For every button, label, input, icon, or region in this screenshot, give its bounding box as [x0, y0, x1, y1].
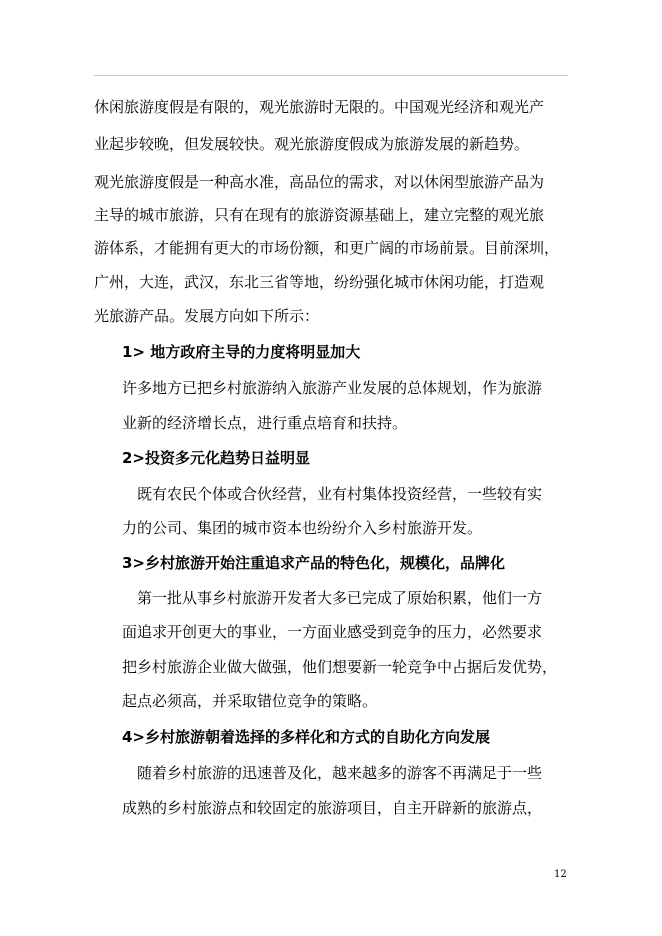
- text-line: 许多地方已把乡村旅游纳入旅游产业发展的总体规划，作为旅游: [122, 379, 543, 397]
- text-line: 成熟的乡村旅游点和较固定的旅游项目，自主开辟新的旅游点，: [122, 799, 543, 817]
- text-line: 起点必须高，并采取错位竞争的策略。: [122, 692, 378, 710]
- text-line: 业起步较晚，但发展较快。观光旅游度假成为旅游发展的新趋势。: [94, 135, 530, 153]
- page-number: 12: [554, 869, 567, 880]
- section-heading-4: 4>乡村旅游朝着选择的多样化和方式的自助化方向发展: [122, 728, 491, 746]
- text-line: 既有农民个体或合伙经营，业有村集体投资经营，一些较有实: [137, 485, 543, 503]
- text-line: 主导的城市旅游，只有在现有的旅游资源基础上，建立完整的观光旅: [94, 206, 545, 224]
- text-line: 广州，大连，武汉，东北三省等地，纷纷强化城市休闲功能，打造观: [94, 273, 545, 291]
- section-heading-1: 1> 地方政府主导的力度将明显加大: [122, 343, 361, 361]
- header-rule: [94, 75, 568, 76]
- section-heading-2: 2>投资多元化趋势日益明显: [122, 449, 311, 467]
- text-line: 面追求开创更大的事业，一方面业感受到竞争的压力，必然要求: [122, 623, 543, 641]
- section-heading-3: 3>乡村旅游开始注重追求产品的特色化，规模化，品牌化: [122, 554, 506, 572]
- text-line: 业新的经济增长点，进行重点培育和扶持。: [122, 414, 408, 432]
- text-line: 游体系，才能拥有更大的市场份额，和更广阔的市场前景。目前深圳，: [94, 239, 560, 257]
- text-line: 第一批从事乡村旅游开发者大多已完成了原始积累，他们一方: [137, 589, 543, 607]
- text-line: 力的公司、集团的城市资本也纷纷介入乡村旅游开发。: [122, 519, 483, 537]
- text-line: 休闲旅游度假是有限的，观光旅游时无限的。中国观光经济和观光产: [94, 98, 545, 116]
- text-line: 光旅游产品。发展方向如下所示：: [94, 307, 320, 325]
- text-line: 把乡村旅游企业做大做强，他们想要新一轮竞争中占据后发优势，: [122, 658, 558, 676]
- text-line: 观光旅游度假是一种高水准，高品位的需求，对以休闲型旅游产品为: [94, 173, 545, 191]
- text-line: 随着乡村旅游的迅速普及化，越来越多的游客不再满足于一些: [137, 764, 543, 782]
